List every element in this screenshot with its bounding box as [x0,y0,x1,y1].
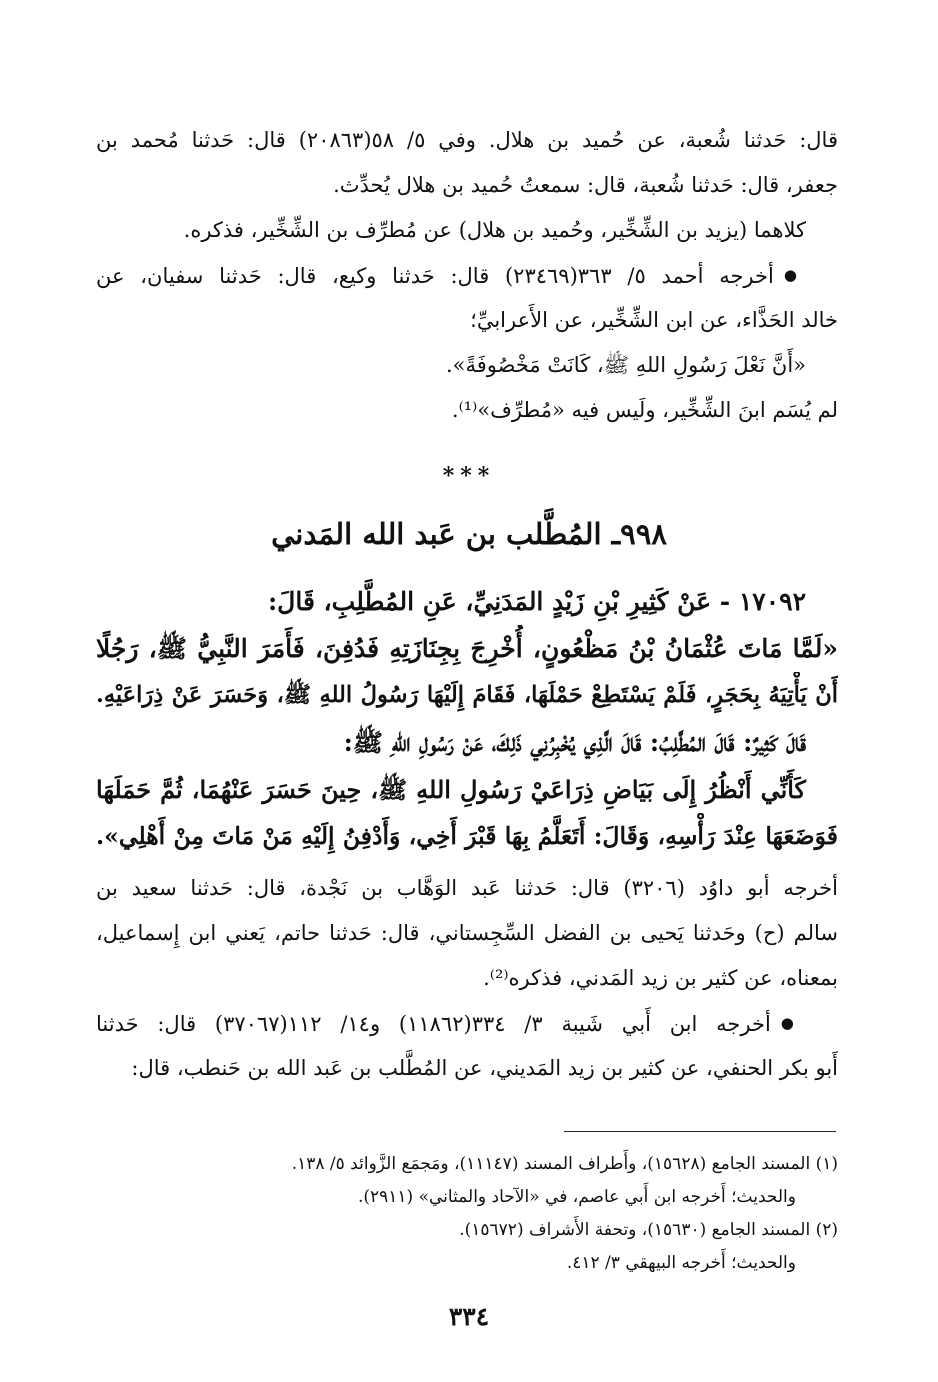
takhrij-block [96,866,838,1091]
top-block [96,118,838,433]
hadith-line-6: فَوَضَعَهَا عِنْدَ رَأْسِهِ، وَقَالَ: أَتَعَلَّمُ بِهَا قَبْرَ أَخِي، وَأَدْفِنُ إِلَيْهِ مَنْ مَاتَ مِنْ أَهْلِي». [96,822,838,850]
takhrij-line-4-text: أخرجه ابن أَبي شَيبة ٣/ ٣٣٤(١١٨٦٢) و١٤/ ١١٢(٣٧٠٦٧) قال: حَدثنا [96,1012,771,1036]
top-line-1: قال: حَدثنا شُعبة، عن حُميد بن هلال. وفي ٥/ ٥٨(٢٠٨٦٣) قال: حَدثنا مُحمد بن [96,128,838,152]
footnotes-block [96,1148,838,1280]
footnote-line-3: (٢) المسند الجامع (١٥٦٣٠)، وتحفة الأَشراف (١٥٦٧٢). [459,1220,838,1240]
footnote-rule [564,1131,836,1132]
hadith-line-3: أَنْ يَأْتِيَهُ بِحَجَرٍ، فَلَمْ يَسْتَطِعْ حَمْلَهَا، فَقَامَ إِلَيْهَا رَسُولُ اللهِ ﷺ، وَحَسَرَ عَنْ ذِرَاعَيْهِ. [96,682,838,708]
top-line-7: لم يُسَم ابنَ الشِّخِّير، ولَيس فيه «مُطرِّف»⁽¹⁾. [451,398,838,422]
takhrij-line-5: أَبو بكر الحنفي، عن كثير بن زيد المَديني، عن المُطَّلب بن عَبد الله بن حَنطب، قال: [131,1056,838,1080]
takhrij-line-2: سالم (ح) وحَدثنا يَحيى بن الفضل السِّجِستاني، قال: حَدثنا حاتم، يَعني ابن إِسماعيل، [96,921,838,945]
top-line-6: «أَنَّ نَعْلَ رَسُولِ اللهِ ﷺ، كَانَتْ مَخْصُوفَةً». [445,353,806,377]
page-number: ٣٣٤ [448,1302,490,1331]
top-line-4-text: أخرجه أحمد ٥/ ٣٦٣(٢٣٤٦٩) قال: حَدثنا وكيع، قال: حَدثنا سفيان، عن [96,264,774,288]
takhrij-line-3: بمعناه، عن كثير بن زيد المَدني، فذكره⁽²⁾. [483,966,838,990]
takhrij-line-4 [96,1001,838,1046]
section-heading: ٩٩٨ـ المُطَّلب بن عَبد الله المَدني [271,517,667,551]
hadith-line-5: كَأَنِّي أَنْظُرُ إِلَى بَيَاضِ ذِرَاعَيْ رَسُولِ اللهِ ﷺ، حِينَ حَسَرَ عَنْهُمَا، ثُمَّ حَمَلَهَا [96,775,806,804]
hadith-line-1: ١٧٠٩٢ - عَنْ كَثِيرِ بْنِ زَيْدٍ المَدَنِيِّ، عَنِ المُطَّلِبِ، قَالَ: [267,587,806,616]
section-separator: *** [442,463,496,489]
top-line-3: كلاهما (يزيد بن الشِّخِّير، وحُميد بن هلال) عن مُطرِّف بن الشِّخِّير، فذكره. [183,218,806,242]
footnote-line-4: والحديث؛ أَخرجه البيهقي ٣/ ٤١٢. [566,1253,796,1273]
footnote-line-1: (١) المسند الجامع (١٥٦٢٨)، وأَطراف المسند (١١١٤٧)، ومَجمَع الزَّوائد ٥/ ١٣٨. [291,1154,838,1174]
hadith-block [96,578,838,860]
top-line-2: جعفر، قال: حَدثنا شُعبة، قال: سمعتُ حُميد بن هلال يُحدِّث. [333,173,838,197]
takhrij-line-1: أخرجه أبو داوُد (٣٢٠٦) قال: حَدثنا عَبد الوَهَّاب بن نَجْدة، قال: حَدثنا سعيد بن [96,876,838,900]
hadith-line-4: قَالَ كَثِيرٌ: قَالَ المُطَّلِبُ: قَالَ الَّذِي يُخْبِرُنِي ذَلِكَ، عَنْ رَسُولِ اللهِ ﷺ: [343,728,806,757]
top-line-4 [96,253,838,298]
hadith-line-2: «لَمَّا مَاتَ عُثْمَانُ بْنُ مَظْعُونٍ، أُخْرِجَ بِجِنَازَتِهِ فَدُفِنَ، فَأَمَرَ النَّبِيُّ ﷺ، رَجُلًا [96,634,838,663]
footnote-line-2: والحديث؛ أَخرجه ابن أَبي عاصم، في «الآحاد والمثاني» (٢٩١١). [357,1187,796,1207]
top-line-5: خالد الحَذَّاء، عن ابن الشِّخِّير، عن الأَعرابيِّ؛ [470,308,838,332]
